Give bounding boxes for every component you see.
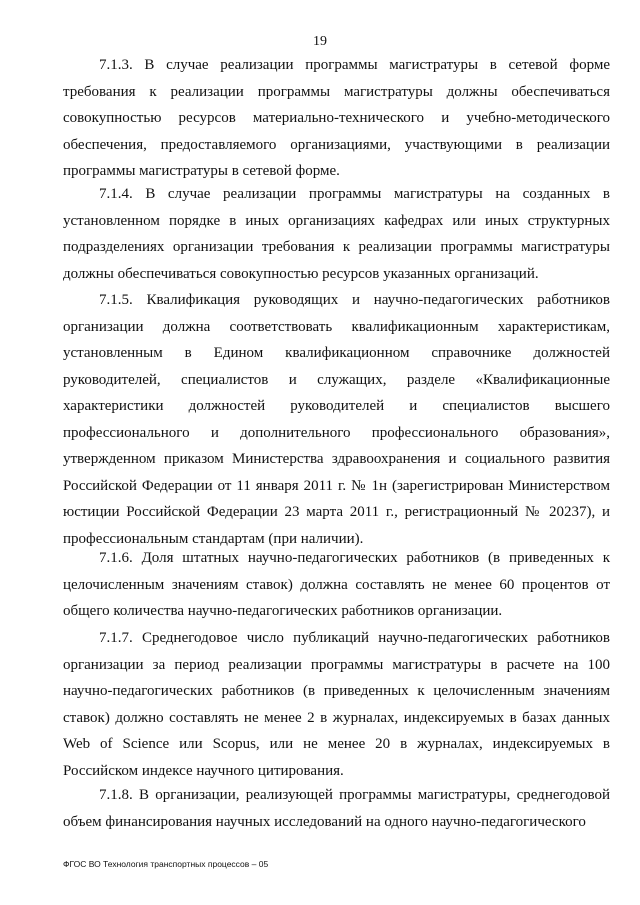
page-number: 19 [313, 34, 327, 49]
paragraph-7-1-4: 7.1.4. В случае реализации программы магистратуры на созданных в установленном порядке в иных организациях кафедрах или иных структурных подразделениях организации требования к реализации программы магистратуры должны обеспечиваться совокупностью ресурсов указанных организаций. [63, 186, 610, 282]
paragraph-7-1-8: 7.1.8. В организации, реализующей программы магистратуры, среднегодовой объем финансирования научных исследований на одного научно-педагогического [63, 787, 610, 830]
footer-note: ФГОС ВО Технология транспортных процессов – 05 [63, 859, 269, 869]
paragraph-7-1-7: 7.1.7. Среднегодовое число публикаций научно-педагогических работников организации за период реализации программы магистратуры в расчете на 100 научно-педагогических работников (в приведенных к целочисленным значениям ставок) должно составлять не менее 2 в журналах, индексируемых в базах данных Web of Science или Scopus, или не менее 20 в журналах, индексируемых в Российском индексе научного цитирования. [63, 630, 610, 779]
paragraph-7-1-3: 7.1.3. В случае реализации программы магистратуры в сетевой форме требования к реализации программы магистратуры должны обеспечиваться совокупностью ресурсов материально-технического и учебно-методического обеспечения, предоставляемого организациями, участвующими в реализации программы магистратуры в сетевой форме. [63, 57, 610, 179]
paragraph-7-1-6: 7.1.6. Доля штатных научно-педагогических работников (в приведенных к целочисленным значениям ставок) должна составлять не менее 60 процентов от общего количества научно-педагогических работников организации. [63, 550, 610, 619]
paragraph-7-1-5: 7.1.5. Квалификация руководящих и научно-педагогических работников организации должна соответствовать квалификационным характеристикам, установленным в Едином квалификационном справочнике должностей руководителей, специалистов и служащих, разделе «Квалификационные характеристики должностей руководителей и специалистов высшего профессионального и дополнительного профессионального образования», утвержденном приказом Министерства здравоохранения и социального развития Российской Федерации от 11 января 2011 г. № 1н (зарегистрирован Министерством юстиции Российской Федерации 23 марта 2011 г., регистрационный № 20237), и профессиональным стандартам (при наличии). [63, 292, 610, 547]
